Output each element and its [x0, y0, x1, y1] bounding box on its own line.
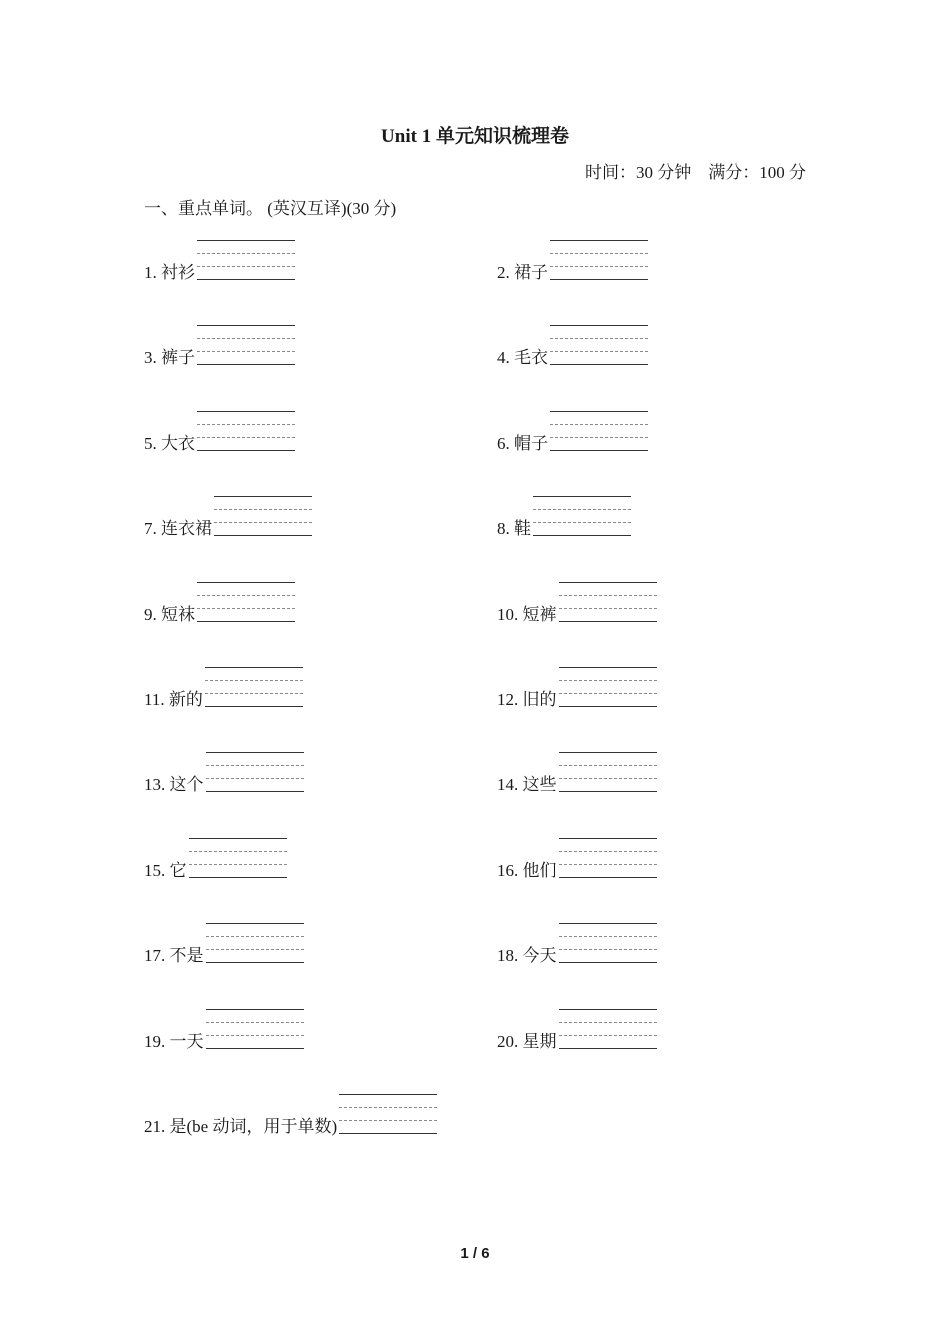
writing-line [550, 338, 648, 339]
writing-line [206, 791, 304, 792]
answer-writing-lines[interactable] [559, 1009, 657, 1049]
writing-line [197, 450, 295, 451]
writing-line [206, 765, 304, 766]
answer-writing-lines[interactable] [550, 325, 648, 365]
writing-line [197, 338, 295, 339]
writing-line [197, 364, 295, 365]
writing-line [197, 437, 295, 438]
page-number: 1 / 6 [460, 1245, 490, 1262]
answer-writing-lines[interactable] [206, 1009, 304, 1049]
writing-line [197, 240, 295, 241]
vocab-item-label: 18. 今天 [497, 946, 557, 965]
vocab-item-label: 12. 旧的 [497, 690, 557, 709]
writing-line [197, 582, 295, 583]
answer-writing-lines[interactable] [559, 667, 657, 707]
writing-line [550, 279, 648, 280]
writing-line [339, 1133, 437, 1134]
answer-writing-lines[interactable] [206, 752, 304, 792]
writing-line [559, 1035, 657, 1036]
answer-writing-lines[interactable] [533, 496, 631, 536]
answer-writing-lines[interactable] [214, 496, 312, 536]
vocab-item [497, 653, 657, 707]
exam-meta: 时间：30 分钟 满分：100 分 [585, 163, 806, 182]
writing-line [559, 667, 657, 668]
answer-writing-lines[interactable] [197, 582, 295, 622]
writing-line [339, 1094, 437, 1095]
vocab-item [144, 397, 295, 451]
writing-line [189, 864, 287, 865]
writing-line [206, 962, 304, 963]
answer-writing-lines[interactable] [339, 1094, 437, 1134]
writing-line [559, 582, 657, 583]
writing-line [550, 450, 648, 451]
writing-line [559, 962, 657, 963]
writing-line [205, 667, 303, 668]
writing-line [205, 680, 303, 681]
answer-writing-lines[interactable] [197, 411, 295, 451]
writing-line [533, 535, 631, 536]
writing-line [559, 752, 657, 753]
writing-line [550, 437, 648, 438]
writing-line [559, 791, 657, 792]
writing-line [197, 595, 295, 596]
writing-line [206, 752, 304, 753]
writing-line [197, 266, 295, 267]
writing-line [559, 851, 657, 852]
vocab-item [144, 909, 304, 963]
writing-line [214, 522, 312, 523]
writing-line [533, 522, 631, 523]
writing-line [339, 1120, 437, 1121]
writing-line [197, 351, 295, 352]
writing-line [559, 838, 657, 839]
vocab-item-label: 17. 不是 [144, 946, 204, 965]
writing-line [559, 680, 657, 681]
vocab-item-label: 3. 裤子 [144, 348, 195, 367]
vocab-item-label: 6. 帽子 [497, 434, 548, 453]
writing-line [559, 693, 657, 694]
writing-line [559, 923, 657, 924]
writing-line [559, 621, 657, 622]
answer-writing-lines[interactable] [205, 667, 303, 707]
vocab-item-label: 2. 裙子 [497, 263, 548, 282]
writing-line [559, 949, 657, 950]
writing-line [559, 1048, 657, 1049]
writing-line [559, 765, 657, 766]
vocab-item [144, 482, 312, 536]
answer-writing-lines[interactable] [189, 838, 287, 878]
writing-line [559, 595, 657, 596]
writing-line [197, 608, 295, 609]
writing-line [214, 509, 312, 510]
vocab-item-label: 19. 一天 [144, 1032, 204, 1051]
vocab-item-label: 15. 它 [144, 861, 187, 880]
writing-line [550, 240, 648, 241]
writing-line [550, 364, 648, 365]
vocab-item [144, 738, 304, 792]
writing-line [559, 1022, 657, 1023]
vocab-item-label: 14. 这些 [497, 775, 557, 794]
answer-writing-lines[interactable] [197, 325, 295, 365]
vocab-item [497, 738, 657, 792]
vocab-item [144, 568, 295, 622]
writing-line [206, 1035, 304, 1036]
vocab-item-label: 4. 毛衣 [497, 348, 548, 367]
vocab-item-label: 8. 鞋 [497, 519, 531, 538]
vocab-item-label: 20. 星期 [497, 1032, 557, 1051]
vocab-item [497, 824, 657, 878]
vocab-item-label: 11. 新的 [144, 690, 203, 709]
writing-line [205, 706, 303, 707]
writing-line [197, 621, 295, 622]
answer-writing-lines[interactable] [559, 582, 657, 622]
writing-line [550, 266, 648, 267]
vocab-item-label: 21. 是(be 动词，用于单数) [144, 1117, 338, 1136]
writing-line [559, 778, 657, 779]
writing-line [206, 1048, 304, 1049]
writing-line [559, 1009, 657, 1010]
vocab-item [144, 226, 295, 280]
writing-line [206, 949, 304, 950]
writing-line [189, 877, 287, 878]
answer-writing-lines[interactable] [559, 923, 657, 963]
writing-line [214, 535, 312, 536]
vocab-item-label: 7. 连衣裙 [144, 519, 212, 538]
vocab-item [144, 311, 295, 365]
vocab-item [497, 482, 631, 536]
writing-line [559, 864, 657, 865]
writing-line [197, 424, 295, 425]
answer-writing-lines[interactable] [559, 752, 657, 792]
writing-line [559, 608, 657, 609]
writing-line [559, 706, 657, 707]
writing-line [550, 253, 648, 254]
writing-line [189, 838, 287, 839]
writing-line [189, 851, 287, 852]
vocab-item-label: 1. 衬衫 [144, 263, 195, 282]
writing-line [550, 325, 648, 326]
vocab-item [497, 226, 648, 280]
writing-line [559, 877, 657, 878]
vocab-item [497, 909, 657, 963]
writing-line [206, 778, 304, 779]
vocab-item-label: 9. 短袜 [144, 605, 195, 624]
answer-writing-lines[interactable] [559, 838, 657, 878]
answer-writing-lines[interactable] [206, 923, 304, 963]
writing-line [550, 424, 648, 425]
section-heading: 一、重点单词。 (英汉互译)(30 分) [144, 199, 397, 218]
vocab-item [497, 568, 657, 622]
writing-line [339, 1107, 437, 1108]
writing-line [550, 411, 648, 412]
answer-writing-lines[interactable] [550, 411, 648, 451]
answer-writing-lines[interactable] [550, 240, 648, 280]
writing-line [205, 693, 303, 694]
writing-line [533, 496, 631, 497]
writing-line [206, 936, 304, 937]
vocab-item [144, 1080, 437, 1134]
vocab-item [144, 995, 304, 1049]
writing-line [197, 253, 295, 254]
writing-line [206, 923, 304, 924]
writing-line [550, 351, 648, 352]
vocab-item [497, 995, 657, 1049]
writing-line [206, 1009, 304, 1010]
vocab-item [497, 311, 648, 365]
vocab-item-label: 13. 这个 [144, 775, 204, 794]
writing-line [214, 496, 312, 497]
writing-line [559, 936, 657, 937]
writing-line [197, 411, 295, 412]
writing-line [197, 325, 295, 326]
vocab-item [144, 653, 303, 707]
vocab-item-label: 5. 大衣 [144, 434, 195, 453]
vocab-item-label: 10. 短裤 [497, 605, 557, 624]
vocab-item [144, 824, 287, 878]
vocab-item-label: 16. 他们 [497, 861, 557, 880]
vocab-item [497, 397, 648, 451]
writing-line [206, 1022, 304, 1023]
writing-line [197, 279, 295, 280]
writing-line [533, 509, 631, 510]
answer-writing-lines[interactable] [197, 240, 295, 280]
document-title: Unit 1 单元知识梳理卷 [381, 126, 569, 147]
